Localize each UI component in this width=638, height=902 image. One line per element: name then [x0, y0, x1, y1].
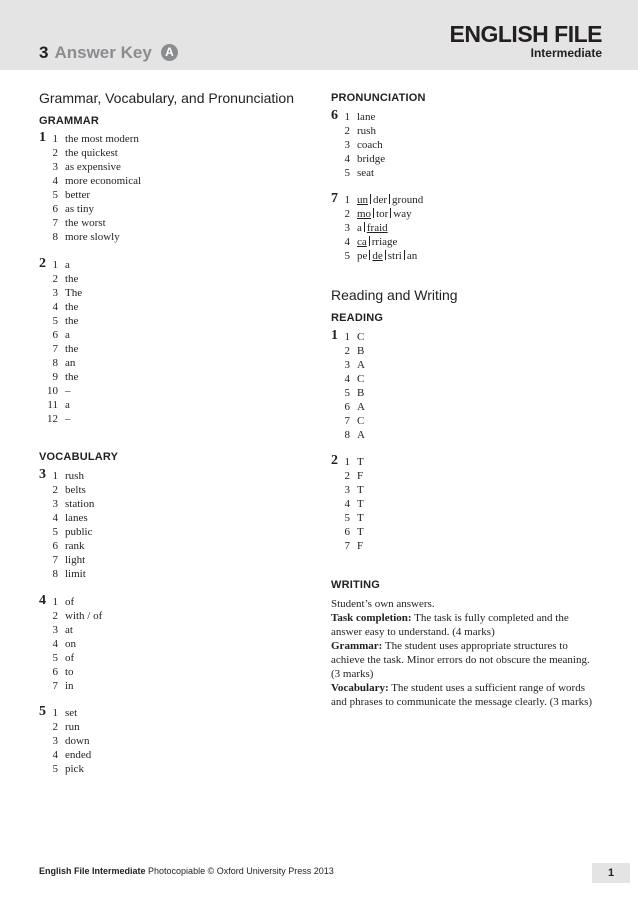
item-number: 5	[344, 167, 350, 179]
vocabulary-criterion: Vocabulary: The student uses a sufficient range of words and phrases to communicate the message clearly. (3 marks)	[331, 682, 593, 708]
answer-text: the	[65, 343, 79, 355]
page-number: 1	[592, 863, 630, 883]
item-number: 6	[344, 526, 350, 538]
item-number: 4	[344, 236, 350, 248]
answer-text: ca rriage	[357, 236, 398, 248]
item-number: 1	[52, 470, 58, 482]
exercise-number: 5	[39, 704, 46, 719]
answer-row	[331, 235, 591, 249]
answer-text: of	[65, 652, 75, 664]
answer-text: of	[65, 596, 75, 608]
answer-row	[39, 623, 289, 637]
item-number: 6	[52, 203, 58, 215]
item-number: 8	[52, 231, 58, 243]
answer-row	[39, 720, 289, 734]
answer-row	[331, 152, 591, 166]
answer-row	[39, 314, 289, 328]
item-number: 11	[47, 399, 58, 411]
answer-text: pe de stri an	[357, 250, 418, 262]
answer-row	[39, 188, 289, 202]
brand-subtitle: Intermediate	[530, 46, 602, 60]
item-number: 4	[52, 175, 58, 187]
item-number: 3	[52, 498, 58, 510]
answer-row	[39, 258, 289, 272]
answer-text: a fraid	[357, 222, 388, 234]
answer-row	[331, 330, 591, 344]
answer-text: the	[65, 273, 79, 285]
answer-text: the	[65, 301, 79, 313]
answer-text: A	[357, 401, 365, 413]
answer-row	[39, 665, 289, 679]
answer-text: a	[65, 259, 70, 271]
item-number: 4	[52, 749, 58, 761]
section-title-gvp: Grammar, Vocabulary, and Pronunciation	[39, 90, 294, 106]
answer-text: C	[357, 331, 365, 343]
item-number: 5	[52, 189, 58, 201]
answer-row	[331, 249, 591, 263]
answer-row	[331, 525, 591, 539]
answer-text: the	[65, 371, 79, 383]
answer-row	[331, 469, 591, 483]
answer-text: mo tor way	[357, 208, 412, 220]
answer-row	[331, 124, 591, 138]
footer-copyright-text: Photocopiable © Oxford University Press 2013	[145, 866, 334, 876]
answer-text: B	[357, 387, 365, 399]
page-header	[0, 0, 638, 70]
answer-row	[39, 216, 289, 230]
item-number: 2	[344, 345, 350, 357]
answer-text: a	[65, 399, 70, 411]
item-number: 8	[52, 568, 58, 580]
reading-exercise-2	[331, 455, 591, 553]
answer-row	[331, 386, 591, 400]
answer-text: un der ground	[357, 194, 424, 206]
answer-row	[39, 412, 289, 426]
answer-row	[331, 400, 591, 414]
answer-text: to	[65, 666, 74, 678]
answer-row	[39, 370, 289, 384]
answer-row	[39, 609, 289, 623]
item-number: 1	[52, 259, 58, 271]
answer-row	[331, 344, 591, 358]
answer-text: belts	[65, 484, 86, 496]
item-number: 3	[52, 161, 58, 173]
answer-text: coach	[357, 139, 383, 151]
answer-row	[331, 138, 591, 152]
item-number: 7	[52, 217, 58, 229]
item-number: 2	[344, 125, 350, 137]
answer-row	[39, 272, 289, 286]
item-number: 3	[344, 484, 350, 496]
footer-book-title: English File Intermediate	[39, 866, 146, 876]
item-number: 2	[52, 484, 58, 496]
answer-row	[39, 146, 289, 160]
item-number: 1	[344, 331, 350, 343]
answer-row	[331, 414, 591, 428]
writing-intro: Student’s own answers.	[331, 598, 435, 610]
answer-row	[39, 539, 289, 553]
answer-row	[39, 286, 289, 300]
item-number: 2	[52, 721, 58, 733]
item-number: 5	[52, 652, 58, 664]
item-number: 3	[52, 287, 58, 299]
item-number: 6	[52, 329, 58, 341]
item-number: 12	[47, 413, 58, 425]
answer-text: T	[357, 512, 364, 524]
exercise-6	[331, 110, 591, 180]
answer-row	[331, 428, 591, 442]
answer-text: with / of	[65, 610, 103, 622]
exercise-number: 6	[331, 108, 338, 123]
exercise-7	[331, 193, 591, 263]
answer-text: the quickest	[65, 147, 118, 159]
answer-row	[331, 110, 591, 124]
exercise-2	[39, 258, 289, 426]
answer-text: in	[65, 680, 74, 692]
answer-text: better	[65, 189, 91, 201]
answer-text: B	[357, 345, 365, 357]
answer-row	[39, 398, 289, 412]
grammar-criterion: Grammar: The student uses appropriate structures to achieve the task. Minor errors do not obscure the meaning. (3 marks)	[331, 640, 590, 680]
exercise-number: 1	[39, 130, 46, 145]
answer-text: –	[65, 413, 71, 425]
answer-row	[39, 469, 289, 483]
exercise-4	[39, 595, 289, 693]
answer-row	[39, 567, 289, 581]
item-number: 9	[52, 371, 58, 383]
pronunciation-heading: PRONUNCIATION	[331, 92, 426, 104]
answer-row	[39, 328, 289, 342]
answer-row	[331, 166, 591, 180]
item-number: 2	[344, 470, 350, 482]
item-number: 4	[52, 638, 58, 650]
answer-text: a	[65, 329, 70, 341]
item-number: 4	[52, 512, 58, 524]
vocabulary-heading: VOCABULARY	[39, 451, 119, 463]
exercise-number: 1	[331, 328, 338, 343]
answer-text: more economical	[65, 175, 142, 187]
brand-title: ENGLISH FILE	[449, 21, 602, 47]
grammar-heading: GRAMMAR	[39, 115, 100, 127]
answer-row	[39, 497, 289, 511]
item-number: 4	[344, 498, 350, 510]
answer-text: F	[357, 540, 364, 552]
item-number: 4	[344, 153, 350, 165]
answer-text: more slowly	[65, 231, 120, 243]
answer-row	[39, 202, 289, 216]
answer-row	[39, 706, 289, 720]
answer-row	[331, 539, 591, 553]
answer-text: lane	[357, 111, 376, 123]
answer-text: at	[65, 624, 73, 636]
answer-text: an	[65, 357, 76, 369]
answer-text: down	[65, 735, 90, 747]
item-number: 8	[52, 357, 58, 369]
answer-text: –	[65, 385, 71, 397]
answer-row	[39, 132, 289, 146]
item-number: 7	[52, 680, 58, 692]
answer-row	[39, 748, 289, 762]
exercise-1	[39, 132, 289, 244]
answer-row	[39, 384, 289, 398]
item-number: 7	[52, 554, 58, 566]
brand-logo	[450, 22, 602, 60]
answer-row	[39, 553, 289, 567]
item-number: 6	[52, 666, 58, 678]
unit-number: 3	[39, 43, 49, 62]
answer-row	[331, 455, 591, 469]
answer-text: C	[357, 415, 365, 427]
answer-text: The	[65, 287, 83, 299]
unit-answer-key-title	[39, 43, 152, 63]
answer-text: seat	[357, 167, 375, 179]
answer-text: T	[357, 456, 364, 468]
answer-row	[331, 497, 591, 511]
answer-text: the most modern	[65, 133, 139, 145]
answer-row	[39, 230, 289, 244]
answer-row	[39, 160, 289, 174]
item-number: 4	[344, 373, 350, 385]
item-number: 1	[52, 133, 58, 145]
item-number: 1	[344, 456, 350, 468]
item-number: 10	[47, 385, 58, 397]
item-number: 1	[344, 111, 350, 123]
answer-row	[331, 358, 591, 372]
answer-row	[39, 483, 289, 497]
item-number: 3	[344, 222, 350, 234]
answer-text: F	[357, 470, 364, 482]
answer-text: light	[65, 554, 86, 566]
answer-row	[331, 372, 591, 386]
answer-row	[331, 511, 591, 525]
answer-text: set	[65, 707, 78, 719]
answer-text: lanes	[65, 512, 88, 524]
item-number: 5	[52, 526, 58, 538]
item-number: 5	[344, 250, 350, 262]
item-number: 5	[344, 512, 350, 524]
answer-text: T	[357, 484, 364, 496]
answer-row	[331, 221, 591, 235]
item-number: 4	[52, 301, 58, 313]
section-title-reading-writing: Reading and Writing	[331, 287, 458, 303]
item-number: 6	[52, 540, 58, 552]
reading-heading: READING	[331, 312, 384, 324]
answer-row	[39, 356, 289, 370]
reading-exercise-1	[331, 330, 591, 442]
answer-row	[331, 193, 591, 207]
item-number: 2	[344, 208, 350, 220]
item-number: 3	[344, 139, 350, 151]
answer-row	[39, 637, 289, 651]
item-number: 2	[52, 273, 58, 285]
answer-row	[39, 511, 289, 525]
answer-row	[39, 342, 289, 356]
item-number: 1	[52, 596, 58, 608]
answer-text: T	[357, 498, 364, 510]
answer-row	[39, 734, 289, 748]
task-completion-criterion: Task completion: The task is fully completed and the answer easy to understand. (4 marks)	[331, 612, 569, 638]
exercise-3	[39, 469, 289, 581]
answer-text: run	[65, 721, 80, 733]
answer-text: ended	[65, 749, 92, 761]
version-badge: A	[161, 44, 178, 61]
answer-text: rank	[65, 540, 85, 552]
answer-row	[39, 651, 289, 665]
exercise-5	[39, 706, 289, 776]
exercise-number: 4	[39, 593, 46, 608]
answer-text: pick	[65, 763, 84, 775]
answer-text: bridge	[357, 153, 386, 165]
item-number: 5	[52, 315, 58, 327]
exercise-number: 3	[39, 467, 46, 482]
answer-text: A	[357, 359, 365, 371]
item-number: 7	[52, 343, 58, 355]
answer-row	[39, 174, 289, 188]
answer-text: the worst	[65, 217, 106, 229]
answer-row	[39, 300, 289, 314]
answer-row	[39, 679, 289, 693]
answer-text: rush	[65, 470, 84, 482]
answer-row	[331, 207, 591, 221]
writing-criteria	[331, 597, 601, 709]
answer-row	[39, 595, 289, 609]
item-number: 5	[52, 763, 58, 775]
answer-row	[39, 525, 289, 539]
answer-row	[39, 762, 289, 776]
item-number: 1	[344, 194, 350, 206]
answer-text: C	[357, 373, 365, 385]
footer-copyright	[39, 866, 334, 876]
answer-text: limit	[65, 568, 86, 580]
answer-text: the	[65, 315, 79, 327]
item-number: 2	[52, 610, 58, 622]
item-number: 7	[344, 415, 350, 427]
answer-text: on	[65, 638, 76, 650]
item-number: 1	[52, 707, 58, 719]
answer-text: public	[65, 526, 93, 538]
answer-text: T	[357, 526, 364, 538]
item-number: 3	[52, 624, 58, 636]
item-number: 6	[344, 401, 350, 413]
item-number: 7	[344, 540, 350, 552]
item-number: 3	[344, 359, 350, 371]
answer-row	[331, 483, 591, 497]
answer-text: rush	[357, 125, 376, 137]
item-number: 3	[52, 735, 58, 747]
writing-heading: WRITING	[331, 579, 381, 591]
answer-text: station	[65, 498, 95, 510]
exercise-number: 2	[331, 453, 338, 468]
item-number: 8	[344, 429, 350, 441]
answer-text: as expensive	[65, 161, 121, 173]
exercise-number: 7	[331, 191, 338, 206]
item-number: 5	[344, 387, 350, 399]
exercise-number: 2	[39, 256, 46, 271]
answer-text: A	[357, 429, 365, 441]
answer-key-label: Answer Key	[54, 43, 152, 62]
answer-text: as tiny	[65, 203, 95, 215]
item-number: 2	[52, 147, 58, 159]
